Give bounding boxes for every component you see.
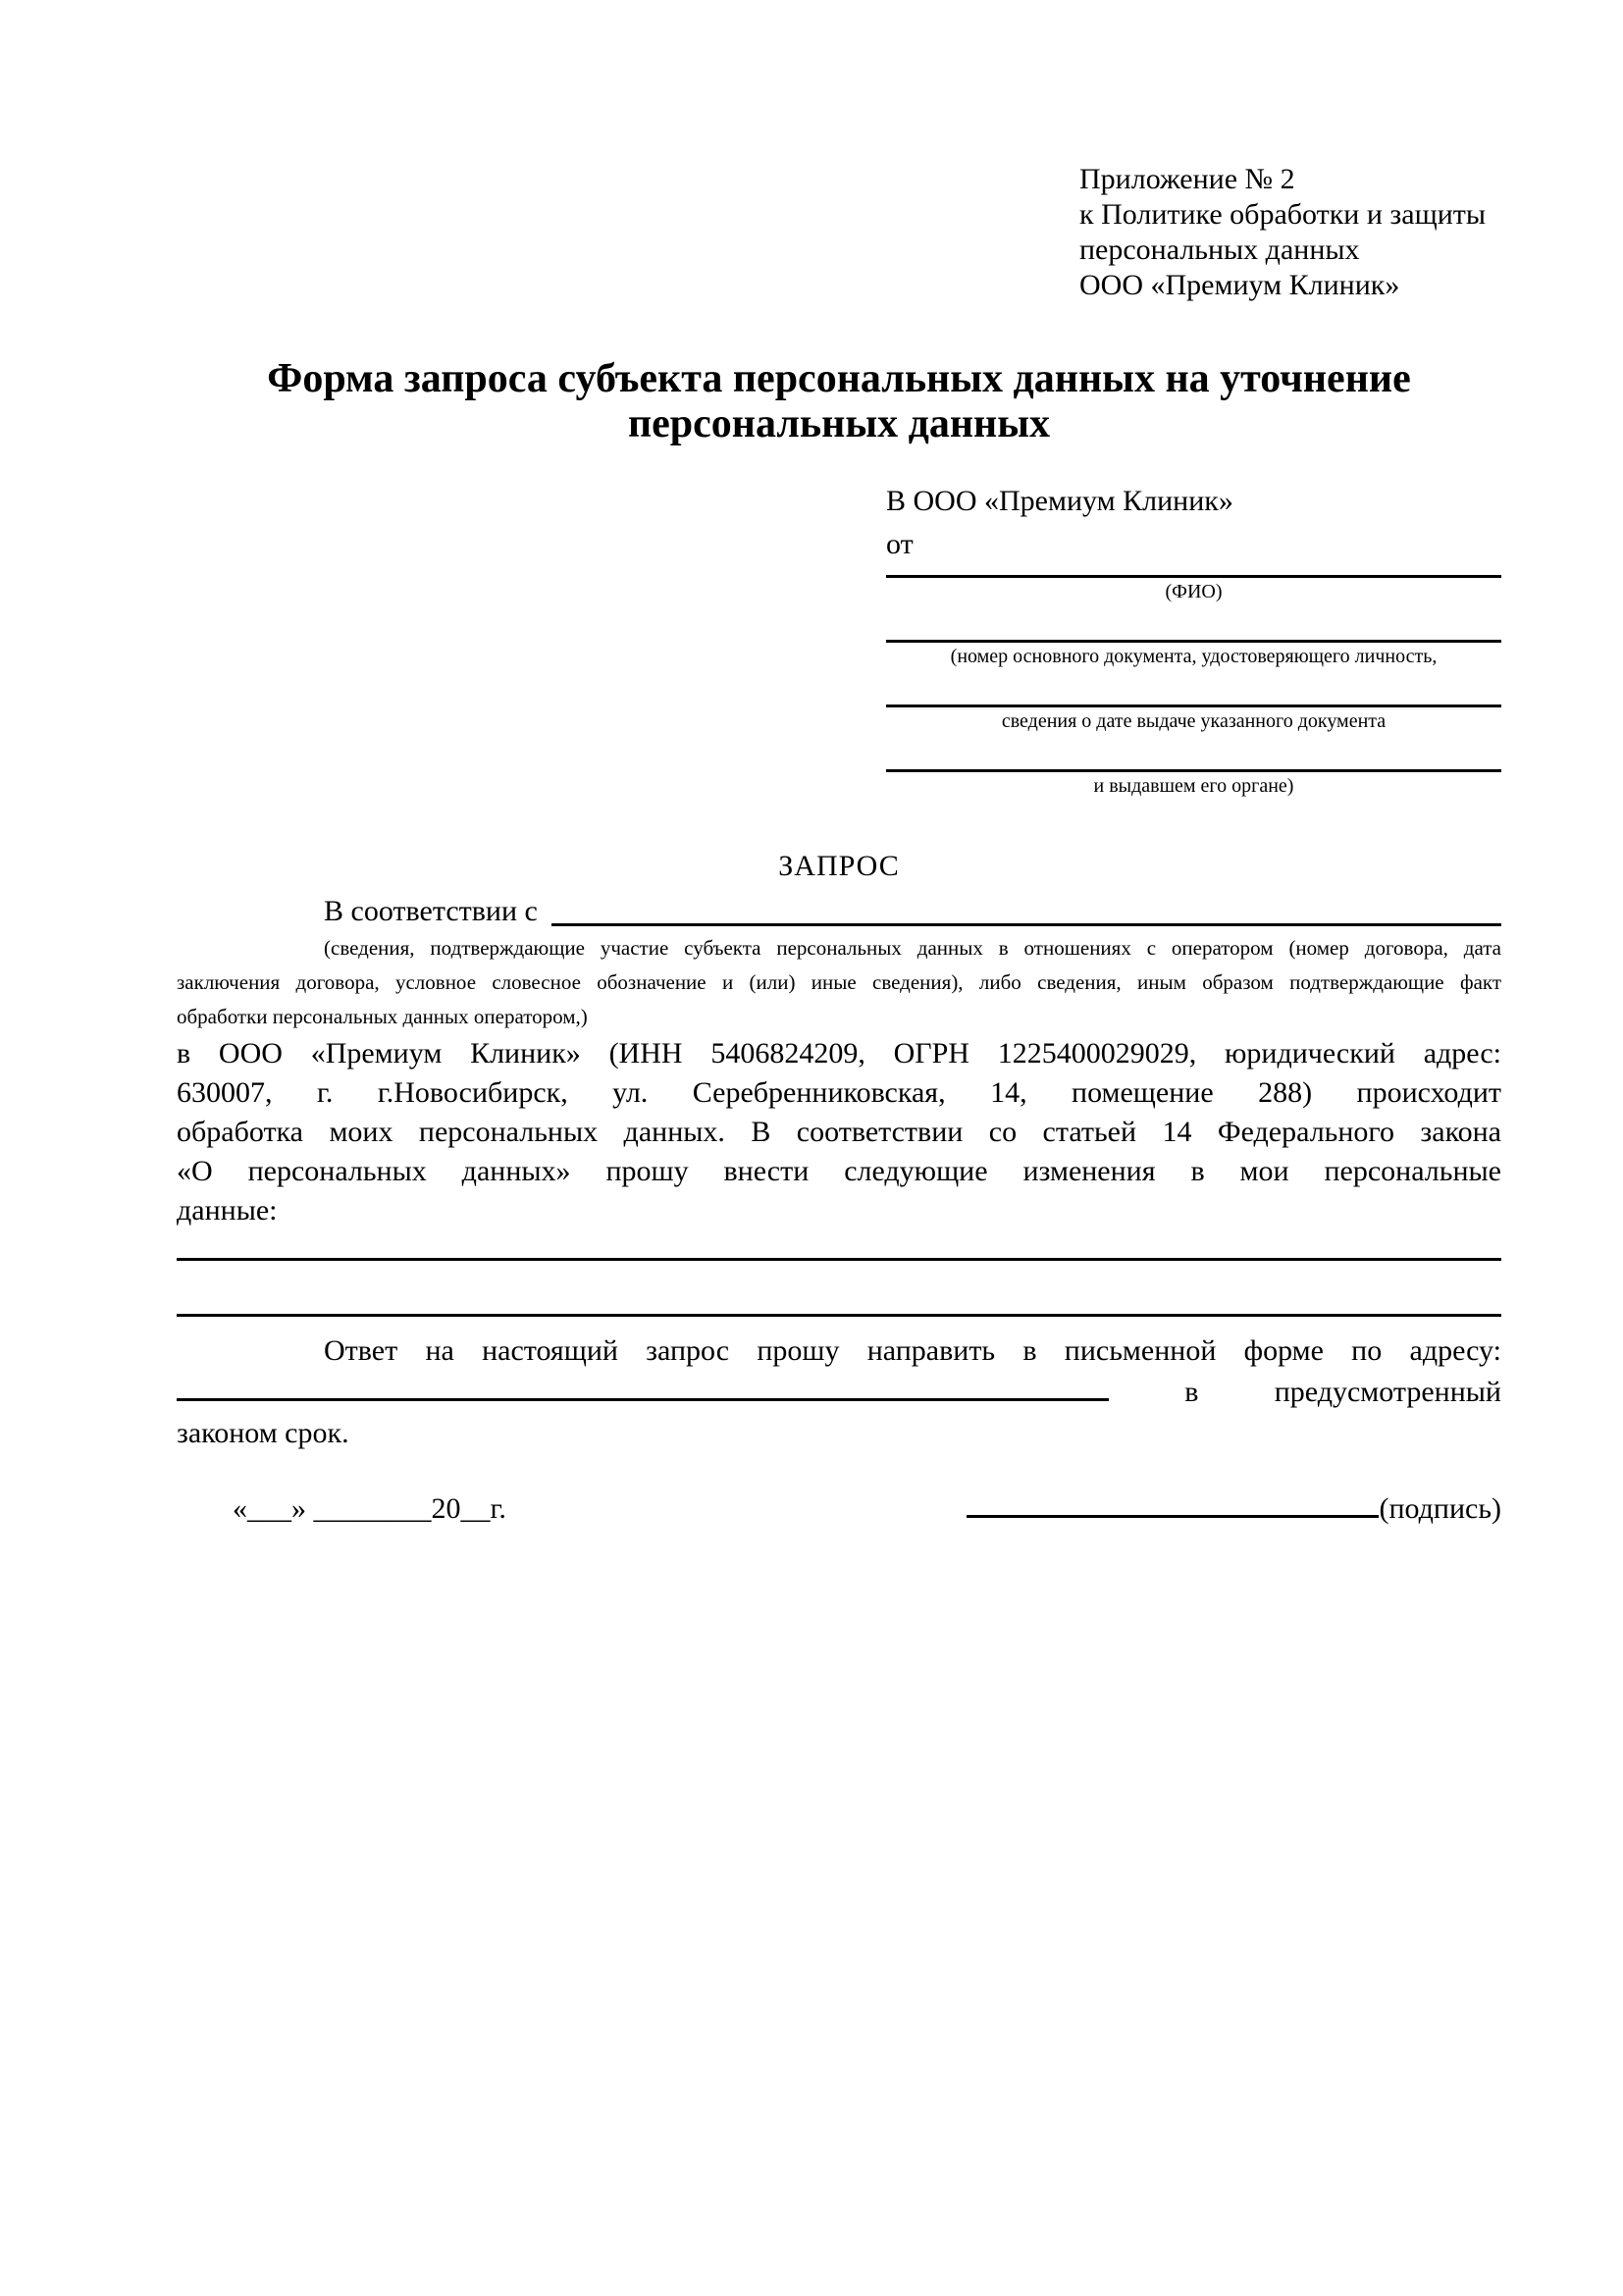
according-note-line: заключения договора, условное словесное обозначение и (или) иные сведения), либо сведения, иным образом подтверждающие факт [177, 970, 1501, 994]
document-title-line: Форма запроса субъекта персональных данных на уточнение [267, 356, 1411, 401]
according-to-blank-line [551, 892, 1501, 926]
according-note-line: (сведения, подтверждающие участие субъекта персональных данных в отношениях с оператором (номер договора, дата [324, 936, 1501, 960]
appendix-line: ООО «Премиум Клиник» [1079, 269, 1400, 301]
reply-line: законом срок. [177, 1417, 349, 1449]
main-paragraph-line: в ООО «Премиум Клиник» (ИНН 5406824209, ОГРН 1225400029029, юридический адрес: [177, 1037, 1501, 1070]
date-signature-row [177, 1487, 1501, 1531]
document-title-line: персональных данных [627, 401, 1051, 446]
main-paragraph-line: данные: [177, 1194, 278, 1226]
signature-blank-line [967, 1515, 1379, 1518]
reply-paragraph [177, 1331, 1501, 1454]
document-title [177, 356, 1501, 446]
appendix-line: к Политике обработки и защиты [1079, 198, 1487, 231]
request-heading: ЗАПРОС [778, 850, 900, 882]
according-note [177, 931, 1501, 1034]
date-blank: «___» ________20__г. [233, 1492, 506, 1525]
reply-address-blank-line [177, 1398, 1109, 1401]
appendix-line: Приложение № 2 [1079, 163, 1295, 195]
recipient-block [886, 480, 1501, 798]
reply-address-line [177, 1372, 1501, 1413]
according-to-line [177, 892, 1501, 931]
fio-caption: (ФИО) [1165, 581, 1223, 602]
recipient-from-label: от [886, 528, 914, 560]
fio-blank-line [886, 566, 1501, 578]
signature-area [967, 1487, 1501, 1531]
main-paragraph-line: обработка моих персональных данных. В соответствии со статьей 14 Федерального закона [177, 1116, 1501, 1148]
id-document-authority-blank-line [886, 760, 1501, 772]
according-note-line: обработки персональных данных оператором,) [177, 1005, 588, 1028]
changes-blank-line-1 [177, 1258, 1501, 1261]
main-paragraph [177, 1034, 1501, 1230]
recipient-to: В ООО «Премиум Клиник» [886, 485, 1233, 517]
id-document-issue-date-blank-line [886, 696, 1501, 707]
appendix-block [1079, 162, 1501, 303]
id-document-number-caption: (номер основного документа, удостоверяющего личность, [950, 646, 1438, 667]
according-to-lead: В соответствии с [324, 895, 538, 927]
signature-caption: (подпись) [1379, 1492, 1501, 1525]
appendix-line: персональных данных [1079, 234, 1360, 266]
id-document-number-blank-line [886, 631, 1501, 643]
reply-tail-word: предусмотренный [1274, 1376, 1501, 1408]
main-paragraph-line: 630007, г. г.Новосибирск, ул. Серебренниковская, 14, помещение 288) происходит [177, 1076, 1501, 1109]
main-paragraph-line: «О персональных данных» прошу внести следующие изменения в мои персональные [177, 1155, 1501, 1187]
id-document-issue-date-caption: сведения о дате выдаче указанного документа [1001, 710, 1387, 732]
reply-line: Ответ на настоящий запрос прошу направить в письменной форме по адресу: [324, 1334, 1501, 1367]
reply-tail-word: в [1184, 1376, 1199, 1408]
changes-blank-line-2 [177, 1314, 1501, 1317]
id-document-authority-caption: и выдавшем его органе) [1093, 775, 1294, 797]
